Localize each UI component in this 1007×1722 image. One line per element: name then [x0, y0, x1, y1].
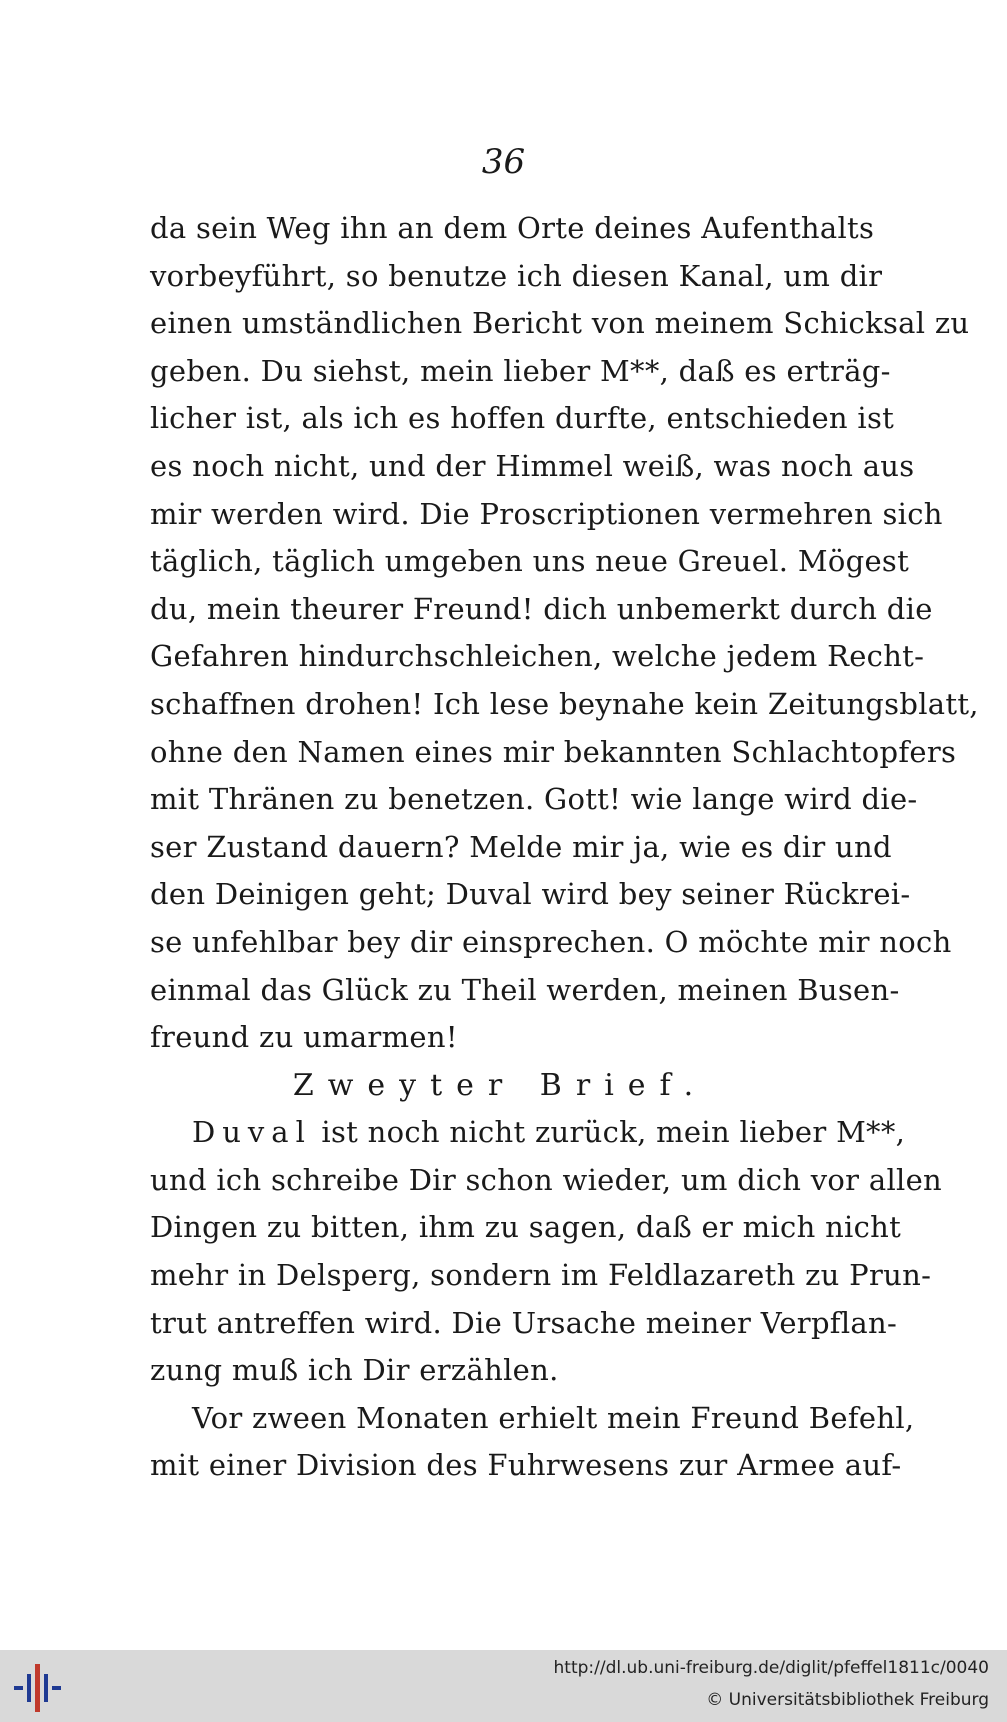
text-line: Dingen zu bitten, ihm zu sagen, daß er mich nicht	[150, 1210, 902, 1245]
text-line: trut antreffen wird. Die Ursache meiner Verpflan-	[150, 1305, 898, 1340]
footer-bar	[0, 1650, 1007, 1722]
library-logo-icon	[14, 1664, 62, 1712]
text-line: ser Zustand dauern? Melde mir ja, wie es dir und	[150, 829, 892, 864]
text-line: geben. Du siehst, mein lieber M**, daß es erträg-	[150, 353, 891, 388]
text-line: schaffnen drohen! Ich lese beynahe kein Zeitungsblatt,	[150, 686, 979, 721]
text-line: freund zu umarmen!	[150, 1020, 458, 1055]
text-line: du, mein theurer Freund! dich unbemerkt durch die	[150, 591, 933, 626]
text-line: mehr in Delsperg, sondern im Feldlazareth zu Prun-	[150, 1258, 932, 1293]
text-line: zung muß ich Dir erzählen.	[150, 1353, 559, 1388]
text-line: täglich, täglich umgeben uns neue Greuel. Mögest	[150, 544, 910, 579]
letter-heading: Zweyter Brief.	[292, 1067, 708, 1103]
text-block	[150, 205, 979, 1490]
text-line: Gefahren hindurchschleichen, welche jedem Recht-	[150, 639, 925, 674]
text-line: und ich schreibe Dir schon wieder, um dich vor allen	[150, 1162, 943, 1197]
text-line	[150, 1109, 906, 1157]
text-line: den Deinigen geht; Duval wird bey seiner Rückrei-	[150, 877, 911, 912]
text-line: Vor zween Monaten erhielt mein Freund Befehl,	[192, 1400, 915, 1435]
text-line: einen umständlichen Bericht von meinem Schicksal zu	[150, 306, 970, 341]
text-line: vorbeyführt, so benutze ich diesen Kanal, um dir	[150, 258, 883, 293]
text-line: ohne den Namen eines mir bekannten Schlachtopfers	[150, 734, 957, 769]
line-rest: ist noch nicht zurück, mein lieber M**,	[321, 1115, 906, 1150]
text-line: es noch nicht, und der Himmel weiß, was noch aus	[150, 448, 915, 483]
source-url[interactable]: http://dl.ub.uni-freiburg.de/diglit/pfeffel1811c/0040	[553, 1658, 989, 1678]
copyright-notice: © Universitätsbibliothek Freiburg	[706, 1690, 989, 1710]
text-line: licher ist, als ich es hoffen durfte, entschieden ist	[150, 401, 895, 436]
text-line: einmal das Glück zu Theil werden, meinen Busen-	[150, 972, 900, 1007]
page-number: 36	[481, 142, 526, 182]
name-duval: Duval	[192, 1115, 312, 1150]
text-line: mit einer Division des Fuhrwesens zur Armee auf-	[150, 1448, 902, 1483]
text-line: mir werden wird. Die Proscriptionen vermehren sich	[150, 496, 943, 531]
text-line: mit Thränen zu benetzen. Gott! wie lange wird die-	[150, 782, 918, 817]
text-line: se unfehlbar bey dir einsprechen. O möchte mir noch	[150, 924, 952, 959]
text-line: da sein Weg ihn an dem Orte deines Aufenthalts	[150, 211, 875, 245]
